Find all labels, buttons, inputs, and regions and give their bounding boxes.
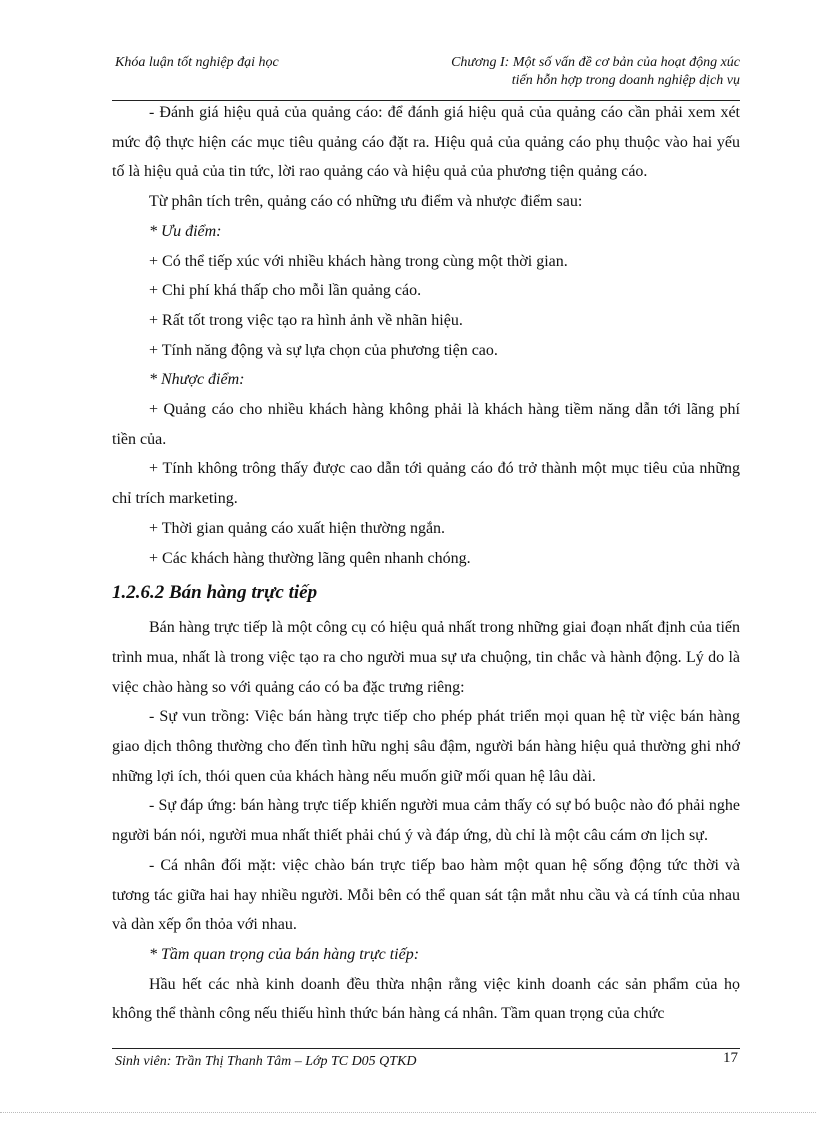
- footer-student: Sinh viên: Trần Thị Thanh Tâm – Lớp TC D05 QTKD: [115, 1054, 417, 1069]
- subheading-importance: * Tầm quan trọng của bán hàng trực tiếp:: [149, 945, 420, 963]
- paragraph: Từ phân tích trên, quảng cáo có những ưu điểm và nhược điểm sau:: [149, 193, 583, 211]
- header-right-line1: Chương I: Một số vấn đề cơ bản của hoạt động xúc: [451, 55, 740, 70]
- page-number: 17: [723, 1050, 738, 1066]
- list-item: + Tính không trông thấy được cao dẫn tới quảng cáo đó trở thành một mục tiêu của những chỉ trích marketing.: [112, 460, 740, 508]
- section-heading: 1.2.6.2 Bán hàng trực tiếp: [112, 582, 318, 604]
- paragraph: - Sự đáp ứng: bán hàng trực tiếp khiến người mua cảm thấy có sự bó buộc nào đó phải nghe người bán nói, người mua nhất thiết phải chú ý và đáp ứng, dù chỉ là một câu cám ơn lịch sự.: [112, 797, 740, 845]
- page-bottom-divider: [0, 1112, 816, 1114]
- paragraph: - Cá nhân đối mặt: việc chào bán trực tiếp bao hàm một quan hệ sống động tức thời và tương tác giữa hai hay nhiều người. Mỗi bên có thể quan sát tận mắt nhu cầu và cá tính của nhau và dàn xếp ổn thỏa với nhau.: [112, 856, 740, 934]
- paragraph: - Sự vun trồng: Việc bán hàng trực tiếp cho phép phát triển mọi quan hệ từ việc bán hàng giao dịch thông thường cho đến tình hữu nghị sâu đậm, người bán hàng hiệu quả thường ghi nhớ những lợi ích, thói quen của khách hàng nếu muốn giữ mối quan hệ lâu dài.: [112, 708, 740, 785]
- list-item: + Các khách hàng thường lãng quên nhanh chóng.: [149, 549, 471, 567]
- header-right: [400, 54, 740, 90]
- header-left: Khóa luận tốt nghiệp đại học: [115, 55, 279, 70]
- paragraph: - Đánh giá hiệu quả của quảng cáo: để đánh giá hiệu quả của quảng cáo cần phải xem xét mức độ thực hiện các mục tiêu quảng cáo đặt ra. Hiệu quả của quảng cáo phụ thuộc vào hai yếu tố là hiệu quả của tin tức, lời rao quảng cáo và hiệu quả của phương tiện quảng cáo.: [112, 104, 740, 181]
- list-item: + Quảng cáo cho nhiều khách hàng không phải là khách hàng tiềm năng dẫn tới lãng phí tiền của.: [112, 401, 740, 448]
- list-item: + Có thể tiếp xúc với nhiều khách hàng trong cùng một thời gian.: [149, 252, 568, 270]
- header-right-line2: tiến hỗn hợp trong doanh nghiệp dịch vụ: [511, 73, 740, 88]
- page-header: [112, 52, 740, 101]
- list-item: + Chi phí khá thấp cho mỗi lần quảng cáo.: [149, 282, 422, 300]
- page-footer: [112, 1048, 740, 1079]
- paragraph: Hầu hết các nhà kinh doanh đều thừa nhận rằng việc kinh doanh các sản phẩm của họ không thể thành công nếu thiếu hình thức bán hàng cá nhân. Tầm quan trọng của chức: [112, 975, 740, 1023]
- list-item: + Tính năng động và sự lựa chọn của phương tiện cao.: [149, 341, 498, 359]
- list-item: + Thời gian quảng cáo xuất hiện thường ngắn.: [149, 519, 446, 537]
- subheading-advantages: * Ưu điểm:: [149, 222, 222, 240]
- paragraph: Bán hàng trực tiếp là một công cụ có hiệu quả nhất trong những giai đoạn nhất định của tiến trình mua, nhất là trong việc tạo ra cho người mua sự ưa chuộng, tin chắc và hành động. Lý do là việc chào hàng so với quảng cáo có ba đặc trưng riêng:: [112, 619, 740, 696]
- subheading-disadvantages: * Nhược điểm:: [149, 371, 245, 389]
- list-item: + Rất tốt trong việc tạo ra hình ảnh về nhãn hiệu.: [149, 311, 463, 329]
- page-content: [112, 98, 740, 1029]
